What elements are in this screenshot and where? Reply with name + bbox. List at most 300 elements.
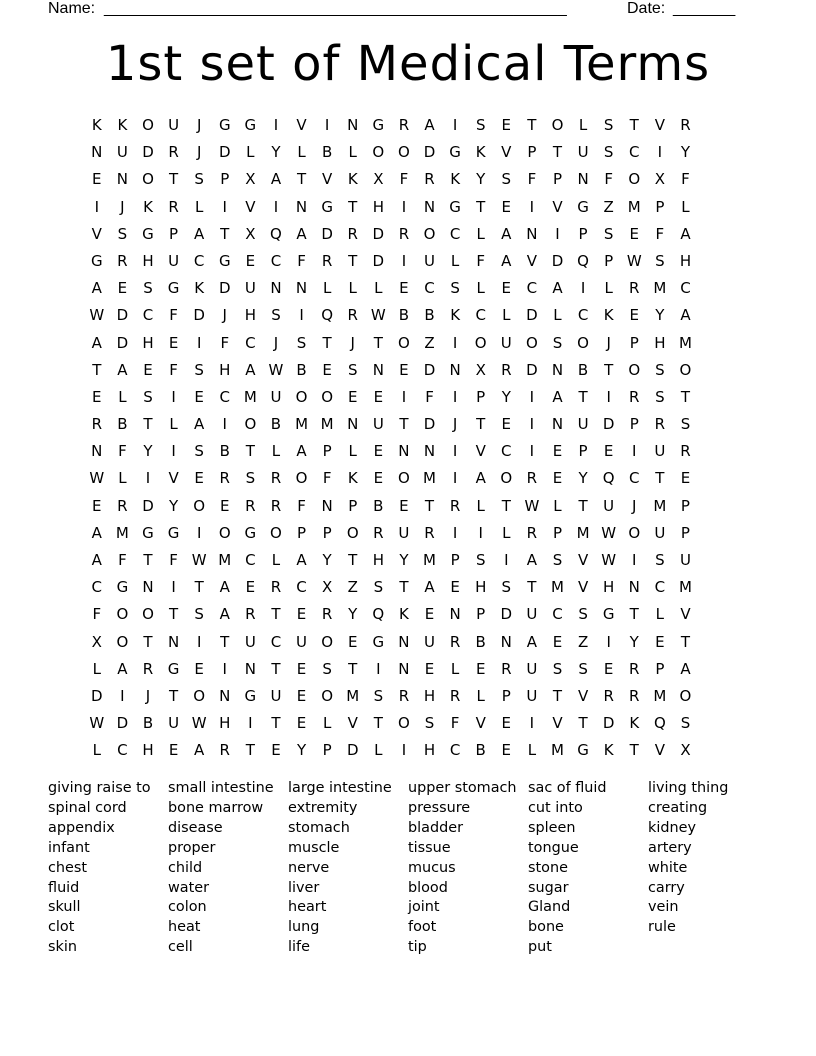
grid-letter: U: [500, 333, 512, 352]
grid-letter: U: [603, 496, 615, 515]
grid-letter: R: [526, 469, 538, 488]
grid-letter: F: [476, 251, 486, 270]
grid-letter: F: [399, 170, 409, 189]
grid-row: [84, 710, 698, 737]
grid-letter: S: [271, 306, 281, 325]
grid-letter: F: [169, 551, 178, 569]
grid-row: [84, 357, 698, 384]
grid-letter: L: [578, 116, 588, 134]
word-list-item: heart: [288, 899, 327, 916]
grid-letter: J: [196, 116, 202, 134]
grid-letter: B: [398, 306, 410, 325]
grid-letter: O: [142, 605, 154, 624]
word-list-item: tongue: [528, 839, 579, 856]
grid-letter: S: [655, 251, 665, 270]
grid-letter: D: [116, 333, 129, 352]
grid-letter: M: [653, 279, 667, 298]
grid-letter: N: [628, 578, 640, 597]
grid-letter: T: [271, 659, 281, 678]
grid-letter: L: [348, 442, 357, 461]
grid-letter: I: [452, 442, 458, 461]
grid-letter: R: [321, 605, 333, 624]
grid-letter: O: [218, 523, 231, 542]
name-label: Name:: [48, 0, 96, 17]
grid-letter: P: [169, 224, 179, 243]
grid-letter: H: [142, 251, 154, 270]
grid-letter: U: [372, 415, 384, 434]
grid-letter: R: [373, 523, 384, 542]
grid-row: [84, 411, 698, 438]
word-list-item: nerve: [288, 859, 330, 876]
grid-letter: Y: [501, 387, 511, 406]
grid-letter: E: [194, 387, 204, 406]
grid-letter: O: [295, 469, 308, 488]
grid-letter: N: [398, 659, 410, 678]
grid-letter: T: [680, 387, 691, 406]
grid-letter: E: [245, 251, 256, 270]
grid-letter: F: [169, 306, 178, 325]
grid-letter: G: [577, 741, 589, 760]
grid-letter: G: [218, 116, 231, 134]
grid-letter: X: [322, 578, 333, 597]
grid-letter: T: [424, 496, 435, 515]
grid-letter: I: [171, 442, 176, 461]
grid-letter: S: [680, 714, 691, 733]
grid-letter: V: [296, 116, 307, 134]
grid-letter: R: [501, 360, 512, 379]
grid-letter: V: [577, 551, 589, 569]
grid-letter: M: [295, 415, 309, 434]
grid-letter: Q: [577, 251, 589, 270]
grid-letter: L: [118, 387, 127, 406]
grid-letter: D: [423, 143, 436, 162]
grid-letter: Y: [629, 632, 639, 651]
grid-letter: U: [168, 251, 180, 270]
grid-letter: T: [348, 197, 358, 216]
grid-letter: S: [424, 714, 435, 733]
grid-letter: N: [321, 496, 333, 515]
grid-row: [84, 601, 698, 628]
grid-letter: H: [244, 306, 256, 325]
word-list-item: sugar: [528, 879, 569, 896]
grid-letter: B: [219, 442, 230, 461]
word-list-item: blood: [408, 879, 448, 896]
grid-letter: Q: [372, 605, 385, 624]
word-list-item: giving raise to: [48, 780, 151, 796]
grid-letter: R: [398, 686, 410, 705]
grid-letter: U: [526, 686, 538, 705]
grid-letter: Y: [271, 143, 281, 162]
grid-letter: M: [320, 415, 334, 434]
grid-letter: O: [295, 387, 308, 406]
grid-letter: E: [399, 360, 409, 379]
grid-letter: B: [424, 306, 435, 325]
grid-letter: O: [551, 116, 564, 134]
grid-letter: T: [373, 714, 383, 733]
grid-row: [84, 629, 698, 656]
grid-letter: S: [373, 578, 384, 597]
grid-letter: I: [401, 197, 407, 216]
grid-letter: P: [655, 659, 665, 678]
word-list-item: extremity: [288, 799, 358, 816]
word-list-item: living thing: [648, 780, 729, 796]
grid-row: [84, 330, 698, 357]
grid-letter: A: [219, 578, 230, 597]
grid-letter: O: [474, 333, 487, 352]
grid-letter: C: [245, 333, 256, 352]
grid-letter: P: [629, 415, 639, 434]
grid-letter: P: [527, 143, 537, 162]
grid-letter: X: [373, 170, 384, 189]
grid-letter: T: [168, 605, 179, 624]
grid-letter: T: [296, 170, 307, 189]
grid-letter: N: [347, 116, 359, 134]
grid-row: [84, 656, 698, 683]
grid-letter: E: [220, 496, 230, 515]
grid-letter: I: [632, 442, 637, 461]
word-list-item: colon: [168, 899, 207, 916]
grid-letter: N: [347, 415, 359, 434]
grid-letter: S: [552, 333, 563, 352]
grid-letter: G: [449, 197, 461, 216]
grid-row: [84, 275, 698, 302]
grid-letter: E: [92, 170, 102, 189]
grid-letter: D: [526, 360, 538, 379]
grid-letter: P: [680, 496, 690, 515]
grid-letter: Y: [348, 605, 358, 624]
grid-letter: T: [399, 578, 409, 597]
word-list-item: cell: [168, 939, 193, 956]
grid-letter: S: [347, 360, 358, 379]
grid-letter: X: [245, 224, 256, 243]
grid-letter: I: [171, 387, 176, 406]
grid-letter: T: [527, 578, 537, 597]
grid-row: [84, 683, 698, 710]
grid-letter: P: [220, 170, 230, 189]
grid-letter: T: [271, 714, 281, 733]
grid-letter: Q: [602, 469, 615, 488]
grid-letter: R: [398, 224, 410, 243]
grid-row: [84, 438, 698, 465]
grid-letter: I: [580, 279, 586, 298]
grid-letter: P: [450, 551, 460, 569]
grid-row: [84, 166, 698, 193]
grid-letter: E: [501, 714, 512, 733]
grid-letter: E: [552, 469, 563, 488]
grid-letter: K: [399, 605, 409, 624]
grid-letter: G: [167, 523, 180, 542]
grid-letter: I: [120, 686, 125, 705]
grid-letter: C: [117, 741, 128, 760]
grid-letter: S: [655, 387, 665, 406]
grid-letter: J: [120, 197, 125, 216]
grid-letter: S: [194, 605, 204, 624]
grid-letter: D: [346, 741, 359, 760]
word-list-item: tip: [408, 939, 427, 956]
grid-letter: E: [552, 442, 563, 461]
grid-letter: N: [219, 686, 231, 705]
grid-letter: T: [578, 387, 588, 406]
grid-letter: S: [373, 686, 384, 705]
grid-letter: F: [92, 605, 102, 624]
grid-letter: L: [297, 143, 306, 162]
grid-letter: O: [628, 523, 641, 542]
grid-letter: D: [602, 415, 615, 434]
grid-letter: I: [222, 659, 227, 678]
grid-letter: N: [577, 170, 589, 189]
grid-letter: R: [629, 279, 640, 298]
grid-letter: U: [296, 632, 308, 651]
grid-letter: L: [553, 496, 562, 515]
grid-letter: R: [245, 605, 256, 624]
grid-letter: H: [372, 197, 384, 216]
grid-letter: U: [270, 387, 282, 406]
word-list-item: creating: [648, 799, 708, 816]
grid-letter: U: [424, 251, 435, 270]
grid-letter: P: [552, 170, 562, 189]
grid-letter: D: [321, 224, 333, 243]
grid-letter: I: [401, 251, 407, 270]
grid-letter: E: [373, 442, 384, 461]
grid-letter: E: [271, 741, 281, 760]
grid-letter: T: [220, 632, 230, 651]
grid-letter: S: [475, 116, 486, 134]
grid-letter: V: [168, 469, 179, 488]
word-list-item: spleen: [528, 819, 576, 836]
grid-letter: L: [502, 523, 511, 542]
grid-letter: K: [450, 306, 461, 325]
grid-letter: T: [629, 116, 639, 134]
grid-letter: R: [680, 442, 691, 461]
word-list-item: infant: [48, 839, 90, 856]
grid-letter: R: [424, 523, 435, 542]
grid-letter: M: [218, 551, 232, 569]
grid-letter: R: [117, 251, 128, 270]
word-list-item: tissue: [408, 839, 451, 856]
grid-letter: R: [142, 659, 154, 678]
grid-letter: C: [270, 251, 282, 270]
grid-letter: B: [270, 415, 282, 434]
grid-letter: G: [321, 197, 333, 216]
header: [48, 0, 740, 20]
grid-letter: S: [552, 551, 563, 569]
grid-letter: T: [552, 686, 563, 705]
grid-letter: F: [118, 551, 127, 569]
grid-letter: C: [424, 279, 435, 298]
grid-letter: R: [270, 578, 282, 597]
grid-letter: I: [452, 469, 458, 488]
word-list-item: bone marrow: [168, 799, 264, 816]
grid-letter: I: [657, 143, 663, 162]
grid-letter: L: [655, 605, 665, 624]
grid-letter: E: [245, 578, 256, 597]
grid-letter: E: [603, 659, 614, 678]
grid-letter: E: [168, 333, 179, 352]
word-list-item: vein: [648, 899, 679, 916]
grid-letter: S: [655, 360, 665, 379]
grid-letter: H: [372, 551, 384, 569]
grid-letter: D: [423, 360, 436, 379]
word-search-grid: [84, 112, 698, 765]
grid-letter: Q: [321, 306, 334, 325]
grid-letter: P: [578, 224, 588, 243]
grid-letter: B: [117, 415, 128, 434]
grid-letter: O: [346, 523, 359, 542]
grid-letter: R: [526, 523, 538, 542]
grid-row: [84, 493, 698, 520]
word-list-item: mucus: [408, 859, 456, 876]
grid-letter: P: [476, 605, 486, 624]
grid-letter: V: [552, 197, 563, 216]
grid-letter: E: [424, 659, 435, 678]
grid-letter: Q: [270, 224, 282, 243]
word-list-item: small intestine: [168, 780, 274, 796]
grid-letter: R: [680, 116, 691, 134]
grid-letter: H: [423, 686, 436, 705]
grid-letter: N: [449, 360, 461, 379]
grid-letter: M: [653, 686, 667, 705]
grid-letter: W: [89, 306, 105, 325]
grid-letter: X: [680, 741, 691, 760]
grid-letter: L: [322, 279, 332, 298]
grid-letter: C: [629, 469, 640, 488]
grid-letter: C: [475, 306, 486, 325]
grid-row: [84, 194, 698, 221]
grid-letter: A: [680, 306, 691, 325]
grid-letter: Y: [476, 170, 486, 189]
grid-letter: Y: [680, 143, 691, 162]
grid-letter: F: [425, 387, 434, 406]
grid-letter: D: [526, 306, 538, 325]
grid-letter: N: [526, 224, 538, 243]
grid-letter: T: [476, 415, 486, 434]
grid-letter: S: [501, 170, 512, 189]
grid-letter: E: [680, 469, 691, 488]
grid-letter: X: [475, 360, 486, 379]
grid-letter: W: [89, 714, 105, 733]
word-list-item: upper stomach: [408, 780, 517, 796]
grid-letter: O: [116, 605, 129, 624]
word-list-item: carry: [648, 879, 685, 896]
grid-letter: D: [372, 224, 385, 243]
grid-letter: A: [194, 415, 205, 434]
grid-letter: N: [142, 578, 154, 597]
grid-letter: E: [629, 306, 639, 325]
grid-letter: S: [143, 279, 153, 298]
grid-letter: Q: [653, 714, 666, 733]
grid-row: [84, 384, 698, 411]
grid-letter: Y: [399, 551, 409, 569]
grid-letter: L: [374, 279, 383, 298]
grid-letter: H: [679, 251, 692, 270]
grid-letter: G: [167, 659, 180, 678]
grid-letter: E: [373, 469, 384, 488]
grid-letter: J: [452, 415, 458, 434]
grid-letter: A: [501, 224, 512, 243]
grid-letter: O: [398, 714, 410, 733]
grid-letter: S: [245, 469, 256, 488]
grid-letter: J: [606, 333, 611, 352]
grid-letter: M: [653, 496, 667, 515]
grid-letter: D: [218, 279, 231, 298]
grid-letter: O: [525, 333, 538, 352]
grid-letter: I: [529, 197, 535, 216]
grid-letter: I: [273, 116, 279, 134]
grid-letter: P: [680, 523, 690, 542]
grid-letter: M: [627, 197, 641, 216]
word-column: [48, 779, 168, 958]
grid-letter: V: [475, 714, 486, 733]
grid-letter: R: [449, 496, 461, 515]
word-list-item: disease: [168, 819, 223, 836]
grid-letter: S: [655, 551, 665, 569]
grid-letter: K: [143, 197, 153, 216]
grid-letter: L: [322, 714, 332, 733]
grid-letter: W: [89, 469, 105, 488]
word-list-item: kidney: [648, 819, 696, 836]
grid-letter: U: [398, 523, 410, 542]
grid-letter: P: [297, 523, 307, 542]
grid-letter: V: [654, 116, 665, 134]
grid-letter: U: [168, 116, 180, 134]
grid-letter: T: [629, 741, 639, 760]
grid-letter: X: [91, 632, 102, 651]
grid-letter: M: [243, 387, 257, 406]
grid-letter: A: [424, 578, 435, 597]
grid-letter: S: [450, 279, 460, 298]
grid-letter: X: [654, 170, 665, 189]
grid-letter: C: [296, 578, 307, 597]
grid-letter: P: [655, 197, 665, 216]
grid-letter: E: [194, 469, 204, 488]
grid-letter: A: [552, 387, 563, 406]
grid-letter: W: [191, 551, 207, 569]
grid-letter: R: [270, 496, 282, 515]
grid-letter: D: [116, 714, 129, 733]
grid-letter: U: [526, 605, 538, 624]
grid-letter: T: [245, 741, 255, 760]
grid-letter: O: [398, 143, 410, 162]
grid-letter: G: [244, 116, 257, 134]
grid-letter: H: [142, 741, 154, 760]
word-list-item: artery: [648, 839, 692, 856]
grid-letter: G: [90, 251, 103, 270]
grid-letter: P: [552, 523, 562, 542]
grid-letter: I: [196, 523, 202, 542]
grid-letter: I: [196, 333, 202, 352]
grid-letter: P: [604, 251, 614, 270]
word-list-item: clot: [48, 919, 75, 936]
grid-letter: K: [450, 170, 461, 189]
grid-letter: G: [244, 686, 257, 705]
grid-letter: E: [629, 224, 639, 243]
grid-letter: C: [245, 551, 256, 569]
grid-letter: M: [115, 523, 129, 542]
grid-letter: W: [370, 306, 386, 325]
grid-letter: S: [578, 605, 588, 624]
grid-letter: O: [398, 469, 410, 488]
grid-letter: Z: [603, 197, 614, 216]
grid-letter: L: [246, 143, 255, 162]
grid-letter: A: [680, 224, 691, 243]
grid-letter: I: [452, 333, 458, 352]
grid-letter: G: [602, 605, 615, 624]
grid-letter: K: [91, 116, 102, 134]
grid-letter: O: [193, 686, 206, 705]
grid-letter: J: [196, 143, 202, 162]
grid-letter: I: [273, 197, 279, 216]
grid-letter: A: [194, 224, 205, 243]
